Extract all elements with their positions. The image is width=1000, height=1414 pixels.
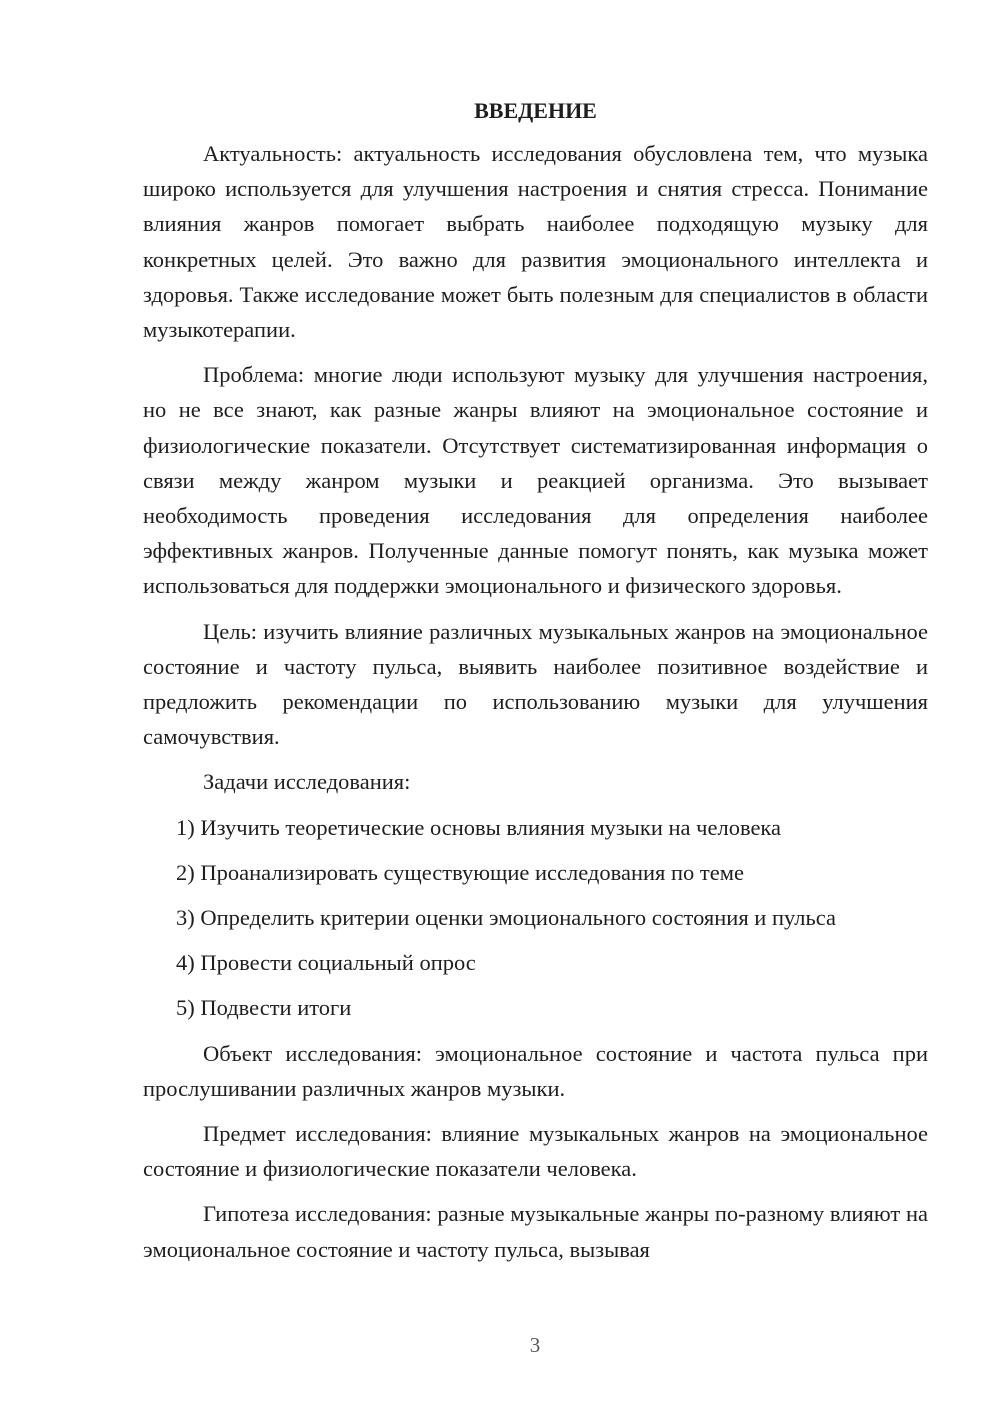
tasks-label: Задачи исследования: (203, 769, 411, 795)
task-item: 3) Определить критерии оценки эмоционального состояния и пульса (176, 905, 837, 931)
page-number: 3 (529, 1333, 541, 1357)
task-item: 5) Подвести итоги (176, 995, 352, 1021)
relevance-paragraph: Актуальность: актуальность исследования обусловлена тем, что музыка широко используется для улучшения настроения и снятия стресса. Понимание влияния жанров помогает выбрать наиболее подходящую музыку для конкретных целей. Это важно для развития эмоционального интеллекта и здоровья. Также исследование может быть полезным для специалистов в области музыкотерапии. (143, 141, 928, 343)
document-page (143, 96, 928, 1277)
task-item: 2) Проанализировать существующие исследования по теме (176, 859, 744, 885)
object-paragraph: Объект исследования: эмоциональное состояние и частота пульса при прослушивании различных жанров музыки. (143, 1040, 928, 1101)
tasks-list (143, 810, 928, 1026)
hypothesis-paragraph: Гипотеза исследования: разные музыкальные жанры по-разному влияют на эмоциональное состояние и частоту пульса, вызывая (143, 1201, 928, 1262)
goal-paragraph: Цель: изучить влияние различных музыкальных жанров на эмоциональное состояние и частоту пульса, выявить наиболее позитивное воздействие и предложить рекомендации по использованию музыки для улучшения самочувствия. (143, 618, 928, 750)
section-heading: ВВЕДЕНИЕ (474, 98, 597, 123)
subject-paragraph: Предмет исследования: влияние музыкальных жанров на эмоциональное состояние и физиологические показатели человека. (143, 1121, 928, 1182)
problem-paragraph: Проблема: многие люди используют музыку для улучшения настроения, но не все знают, как разные жанры влияют на эмоциональное состояние и физиологические показатели. Отсутствует систематизированная информация о связи между жанром музыки и реакцией организма. Это вызывает необходимость проведения исследования для определения наиболее эффективных жанров. Полученные данные помогут понять, как музыка может использоваться для поддержки эмоционального и физического здоровья. (143, 362, 928, 599)
task-item: 4) Провести социальный опрос (176, 950, 476, 976)
task-item: 1) Изучить теоретические основы влияния музыки на человека (176, 814, 782, 840)
